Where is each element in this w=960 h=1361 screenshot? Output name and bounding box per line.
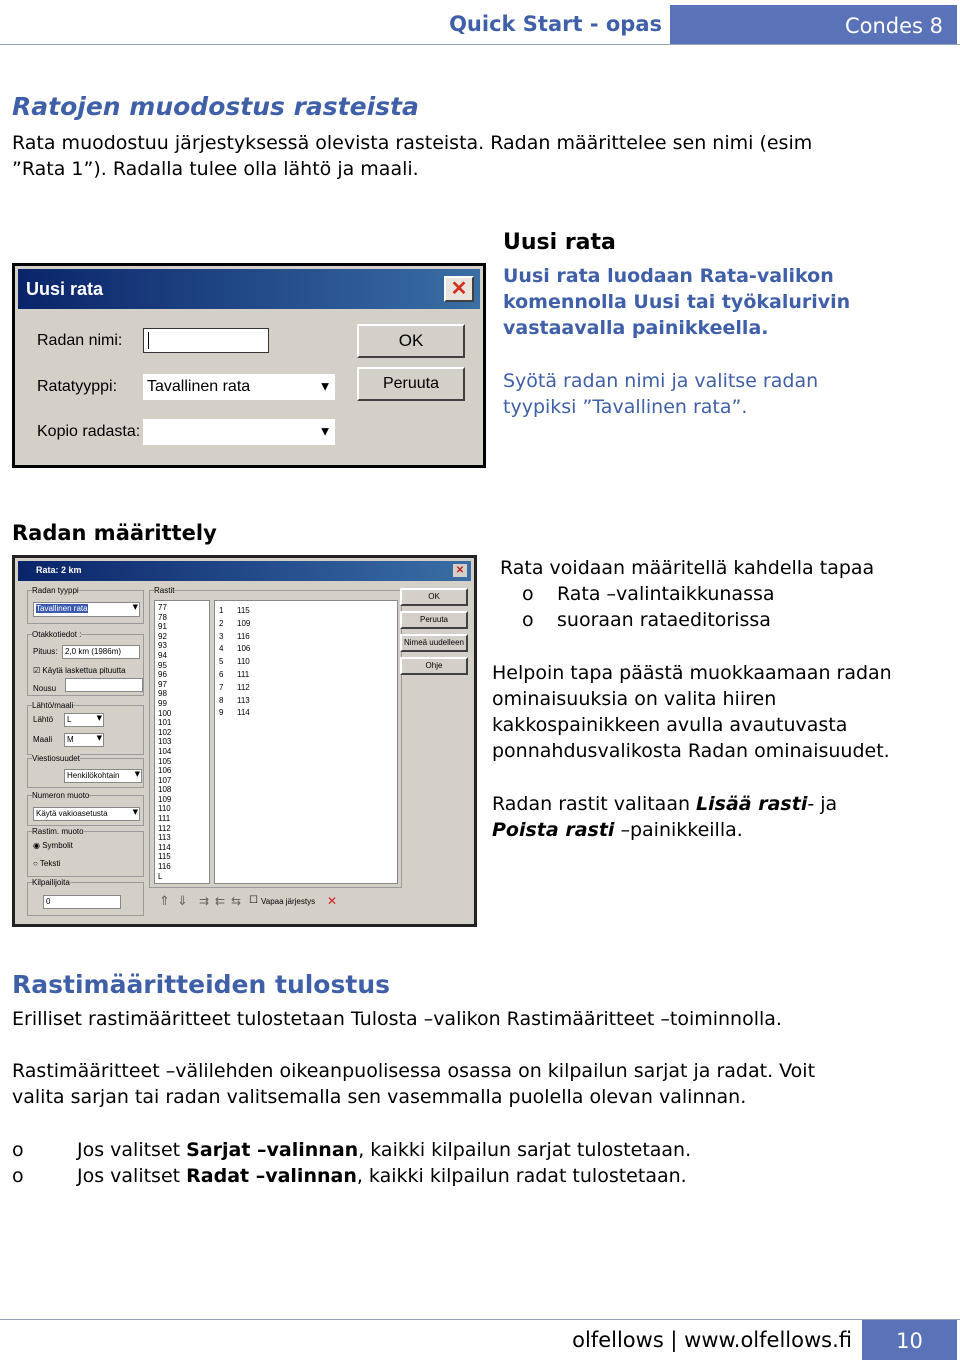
length-group-label: Otakkotiedot : <box>32 630 82 639</box>
section1-line2: ”Rata 1”). Radalla tulee olla lähtö ja maali. <box>12 158 419 180</box>
start-select[interactable] <box>64 713 104 727</box>
course-number-item: 6 <box>219 669 224 679</box>
all-controls-item[interactable]: 105 <box>158 756 172 766</box>
course-type-value: Tavallinen rata <box>147 378 251 395</box>
controls-pre: Radan rastit valitaan <box>492 793 697 815</box>
course-code-column <box>237 605 250 720</box>
type-select-value: Tavallinen rata <box>36 604 88 613</box>
course-code-item[interactable]: 112 <box>237 682 250 692</box>
print-line3: valita sarjan tai radan valitsemalla sen vasemmalla puolella olevan valinnan. <box>12 1086 747 1108</box>
course-code-item[interactable]: 114 <box>237 708 250 718</box>
all-controls-list[interactable] <box>154 600 210 884</box>
all-controls-item[interactable]: 94 <box>158 650 167 660</box>
all-controls-item[interactable]: 109 <box>158 794 172 804</box>
define-para-line: kakkospainikkeen avulla avautuvasta <box>492 714 848 736</box>
list-toolbar <box>155 892 395 914</box>
chevron-down-icon: ▼ <box>321 426 329 438</box>
dialog-titlebar <box>18 269 480 309</box>
course-code-item[interactable]: 109 <box>237 618 251 628</box>
page-number-box <box>862 1320 957 1360</box>
numbering-select[interactable] <box>33 807 140 821</box>
numbering-group-label: Numeron muoto <box>32 791 90 800</box>
type-group-label: Radan tyyppi <box>32 586 79 595</box>
all-controls-item[interactable]: 114 <box>158 842 171 852</box>
course-number-item: 4 <box>219 644 224 654</box>
chevron-down-icon: ▼ <box>132 603 138 611</box>
header-divider <box>0 44 960 45</box>
new-course-bold-line: komennolla Uusi tai työkalurivin <box>503 291 851 313</box>
all-controls-item[interactable]: 97 <box>158 679 167 689</box>
dialog2-titlebar <box>18 561 471 581</box>
course-number-item: 8 <box>219 695 224 705</box>
course-type-select[interactable] <box>143 374 335 400</box>
bullet-mark: o <box>522 609 534 631</box>
competitors-value: 0 <box>46 897 51 906</box>
course-number-item: 5 <box>219 657 224 667</box>
course-name-label: Radan nimi: <box>37 332 123 349</box>
free-order-checkbox[interactable]: ☐ <box>249 895 258 906</box>
numbering-value: Käytä vakioasetusta <box>36 809 108 818</box>
competitors-group <box>27 878 144 916</box>
b1-post: , kaikki kilpailun sarjat tulostetaan. <box>358 1139 692 1161</box>
bullet-mark: o <box>12 1139 24 1161</box>
chevron-down-icon: ▼ <box>132 808 138 816</box>
define-intro: Rata voidaan määritellä kahdella tapaa <box>500 557 875 579</box>
chevron-down-icon: ▼ <box>321 381 329 393</box>
all-controls-items <box>155 601 209 881</box>
close-button[interactable] <box>444 276 474 302</box>
delete-icon[interactable]: ✕ <box>327 894 338 908</box>
all-controls-item[interactable]: 106 <box>158 766 172 776</box>
finish-value: M <box>67 735 74 744</box>
finish-label: Maali <box>33 735 53 744</box>
bullet-mark: o <box>522 583 534 605</box>
all-controls-item[interactable]: 92 <box>158 631 167 641</box>
b1-pre: Jos valitset <box>77 1139 187 1161</box>
competitors-input[interactable] <box>43 895 121 909</box>
course-number-item: 9 <box>219 708 224 718</box>
b1-bold: Sarjat –valinnan <box>186 1139 359 1161</box>
symbols-group-label: Rastim. muoto <box>32 827 84 836</box>
all-controls-item[interactable]: 108 <box>158 785 172 795</box>
use-length-label: Käytä laskettua pituutta <box>42 666 126 675</box>
start-finish-group <box>27 701 144 755</box>
course-type-label: Ratatyyppi: <box>37 378 118 395</box>
start-label: Lähtö <box>33 715 54 724</box>
text-label: Teksti <box>39 859 61 868</box>
new-course-bold-line <box>503 315 768 341</box>
b2-post: , kaikki kilpailun radat tulostetaan. <box>356 1165 687 1187</box>
all-controls-item[interactable]: 78 <box>158 612 167 622</box>
start-value: L <box>67 715 72 724</box>
define-bullet: Rata –valintaikkunassa <box>557 583 775 605</box>
define-bullet: suoraan rataeditorissa <box>557 609 771 631</box>
all-controls-item[interactable]: 98 <box>158 689 167 699</box>
ok-button[interactable]: OK <box>357 324 465 358</box>
length-label: Pituus: <box>33 647 58 656</box>
header-product: Condes 8 <box>844 14 943 38</box>
header-product-box <box>670 5 957 44</box>
all-controls-item[interactable]: 103 <box>158 737 172 747</box>
course-code-item[interactable]: 111 <box>237 669 250 679</box>
course-code-item[interactable]: 113 <box>237 695 250 705</box>
all-controls-item[interactable]: 96 <box>158 670 167 680</box>
controls-sentence <box>492 791 837 817</box>
print-line1: Erilliset rastimääritteet tulostetaan Tulosta –valikon Rastimääritteet –toiminnolla. <box>12 1008 782 1030</box>
section1-line1: Rata muodostuu järjestyksessä olevista rasteista. Radan määrittelee sen nimi (esim <box>12 132 813 154</box>
controls-sentence-2 <box>492 817 743 843</box>
dialog2-title: Rata: 2 km <box>36 565 82 575</box>
chevron-down-icon: ▼ <box>134 770 140 778</box>
course-code-item[interactable]: 115 <box>237 606 250 615</box>
course-number-item: 1 <box>219 606 224 615</box>
define-para-line: Helpoin tapa päästä muokkaamaan radan <box>492 662 892 684</box>
all-controls-item[interactable]: 101 <box>158 718 172 728</box>
course-code-item[interactable]: 106 <box>237 644 251 654</box>
controls-mid: - ja <box>807 793 838 815</box>
competitors-group-label: Kilpailijoita <box>32 878 70 887</box>
all-controls-item[interactable]: 93 <box>158 641 167 651</box>
course-controls-list[interactable] <box>214 600 398 884</box>
course-number-item: 2 <box>219 618 224 628</box>
section-heading-ratojen: Ratojen muodostus rasteista <box>12 92 419 121</box>
page-number: 10 <box>896 1329 923 1353</box>
chevron-down-icon: ▼ <box>96 734 102 742</box>
header-title: Quick Start - opas <box>449 12 662 36</box>
new-course-bold-text: vastaavalla painikkeella. <box>503 317 769 339</box>
new-course-heading: Uusi rata <box>503 230 616 255</box>
relay-group <box>27 754 144 788</box>
print-bullet-1 <box>77 1137 691 1163</box>
swap-icon[interactable]: ⇆ <box>231 894 242 908</box>
remove-control-icon[interactable]: ⇇ <box>215 894 226 908</box>
chevron-down-icon: ▼ <box>96 714 102 722</box>
section-heading-radan-maarittely: Radan määrittely <box>12 521 217 545</box>
all-controls-item[interactable]: 113 <box>158 833 171 843</box>
copy-from-label: Kopio radasta: <box>37 423 141 440</box>
all-controls-item[interactable]: 102 <box>158 727 172 737</box>
controls-post: –painikkeilla. <box>614 819 743 841</box>
length-input[interactable] <box>62 645 140 659</box>
all-controls-item[interactable]: 112 <box>158 823 171 833</box>
help-button[interactable]: Ohje <box>400 657 468 675</box>
define-para-line: ponnahdusvalikosta Radan ominaisuudet. <box>492 740 890 762</box>
copy-from-select[interactable] <box>143 419 335 445</box>
add-control-term: Lisää rasti <box>696 793 808 815</box>
all-controls-item[interactable]: 104 <box>158 746 172 756</box>
course-number-item: 7 <box>219 682 224 692</box>
course-name-input[interactable] <box>143 328 269 353</box>
course-number-item: 3 <box>219 631 224 641</box>
close-icon[interactable]: ✕ <box>453 564 467 577</box>
b2-pre: Jos valitset <box>77 1165 187 1187</box>
controls-group-label: Rastit <box>154 586 175 595</box>
dialog-title: Uusi rata <box>26 279 104 299</box>
climb-label: Nousu <box>33 684 57 693</box>
numbering-group <box>27 791 144 826</box>
symbols-radio[interactable]: ◉ Symbolit <box>33 841 73 850</box>
footer-divider <box>0 1319 960 1320</box>
remove-control-term: Poista rasti <box>492 819 615 841</box>
move-down-icon[interactable]: ⇓ <box>177 894 188 909</box>
finish-select[interactable] <box>64 733 104 747</box>
relay-group-label: Viestiosuudet <box>32 754 80 763</box>
all-controls-item[interactable]: 91 <box>158 622 167 632</box>
start-finish-group-label: Lähtö/maali <box>32 701 74 710</box>
relay-value: Henkilökohtain <box>67 771 120 780</box>
all-controls-item[interactable]: 110 <box>158 804 171 814</box>
move-up-icon[interactable]: ⇑ <box>159 894 170 909</box>
symbols-label: Symbolit <box>42 841 73 850</box>
type-select[interactable] <box>33 602 140 617</box>
renumber-button[interactable]: Nimeä uudelleen <box>400 634 468 652</box>
course-number-column <box>219 605 223 720</box>
all-controls-item[interactable]: 100 <box>158 708 172 718</box>
new-course-line: Syötä radan nimi ja valitse radan <box>503 370 819 392</box>
length-value: 2,0 km (1986m) <box>65 647 122 656</box>
all-controls-item[interactable]: 111 <box>158 814 171 824</box>
close-icon: ✕ <box>450 278 468 300</box>
course-code-item[interactable]: 110 <box>237 657 250 667</box>
dialog2-cancel-button[interactable]: Peruuta <box>400 611 468 629</box>
define-para-line: ominaisuuksia on valita hiiren <box>492 688 777 710</box>
text-cursor <box>148 332 149 349</box>
dialog2-ok-button[interactable]: OK <box>400 588 468 606</box>
all-controls-item[interactable]: L <box>158 871 163 881</box>
all-controls-item[interactable]: 95 <box>158 660 167 670</box>
climb-input[interactable] <box>65 678 143 692</box>
course-properties-dialog <box>12 555 477 927</box>
all-controls-item[interactable]: 99 <box>158 698 167 708</box>
text-radio[interactable]: ○ Teksti <box>33 859 61 868</box>
all-controls-item[interactable]: 116 <box>158 862 171 872</box>
free-order-label: Vapaa järjestys <box>261 897 316 906</box>
all-controls-item[interactable]: 115 <box>158 852 171 862</box>
all-controls-item[interactable]: 107 <box>158 775 172 785</box>
new-course-bold-line: Uusi rata luodaan Rata-valikon <box>503 265 834 287</box>
cancel-button[interactable]: Peruuta <box>357 367 465 401</box>
type-group <box>27 586 144 624</box>
all-controls-item[interactable]: 77 <box>158 603 167 612</box>
new-course-line: tyypiksi ”Tavallinen rata”. <box>503 396 748 418</box>
symbols-group <box>27 827 144 877</box>
print-line2: Rastimääritteet –välilehden oikeanpuolisessa osassa on kilpailun sarjat ja radat. Voit <box>12 1060 816 1082</box>
course-code-item[interactable]: 116 <box>237 631 250 641</box>
relay-select[interactable] <box>64 769 142 783</box>
bullet-mark: o <box>12 1165 24 1187</box>
print-bullet-2 <box>77 1163 687 1189</box>
add-control-icon[interactable]: ⇉ <box>199 894 210 908</box>
section-heading-tulostus: Rastimääritteiden tulostus <box>12 970 390 999</box>
footer-site: olfellows | www.olfellows.fi <box>572 1328 852 1352</box>
b2-bold: Radat –valinnan <box>186 1165 357 1187</box>
new-course-dialog <box>12 263 486 468</box>
use-length-checkbox[interactable]: ☑ Käytä laskettua pituutta <box>33 666 126 675</box>
